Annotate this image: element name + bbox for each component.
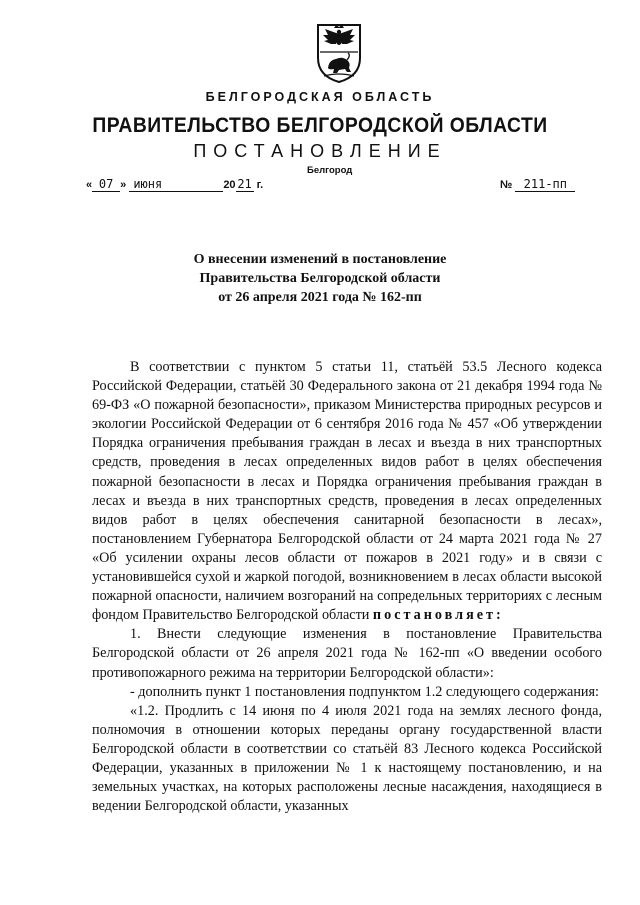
decree-number (500, 177, 575, 192)
date-day: 07 (92, 177, 120, 192)
date-close-quote: » (120, 179, 127, 191)
decree-date (86, 177, 263, 192)
date-year-prefix: 20 (223, 179, 236, 191)
date-month: июня (129, 177, 223, 192)
region-name: БЕЛГОРОДСКАЯ ОБЛАСТЬ (205, 90, 435, 104)
title-line-3: от 26 апреля 2021 года № 162-пп (218, 290, 422, 305)
number-label: № (500, 179, 513, 191)
amendment-paragraph: - дополнить пункт 1 постановления подпунктом 1.2 следующего содержания: (130, 683, 599, 700)
decree-title (0, 250, 640, 307)
government-title: ПРАВИТЕЛЬСТВО БЕЛГОРОДСКОЙ ОБЛАСТИ (92, 114, 548, 137)
preamble-paragraph (92, 358, 602, 625)
number-value: 211-пп (515, 177, 575, 192)
city-name: Белгород (307, 165, 353, 176)
preamble-text: В соответствии с пунктом 5 статьи 11, статьёй 53.5 Лесного кодекса Российской Федерации, статьёй 30 Федерального закона от 21 декабря 1994 года № 69-ФЗ «О пожарной безопасности», приказом Министерства природных ресурсов и экологии Российской Федерации от 6 сентября 2016 года № 457 «Об утверждении Порядка ограничения пребывания граждан в лесах и въезда в них транспортных средств, проведения в лесах определенных видов работ в целях обеспечения пожарной безопасности в лесах и Порядка ограничения пребывания граждан в лесах и въезда в них транспортных средств, проведения в лесах определенных видов работ в целях обеспечения санитарной безопасности в лесах», постановлением Губернатора Белгородской области от 24 марта 2021 года № 27 «Об усилении охраны лесов области от пожаров в 2021 году» и в связи с установившейся сухой и жаркой погодой, возникновением в лесах области высокой пожарной опасности, наличием возгораний на сопредельных территориях с лесным фондом Правительство Белгородской области (92, 359, 602, 624)
title-line-1: О внесении изменений в постановление (193, 252, 447, 267)
title-line-2: Правительства Белгородской области (199, 271, 441, 286)
date-year-suffix: 21 (237, 177, 252, 191)
item-1-paragraph: 1. Внести следующие изменения в постановление Правительства Белгородской области от 26 апреля 2021 года № 162-пп «О введении особого противопожарного режима на территории Белгородской области»: (92, 626, 602, 681)
coat-of-arms-icon (314, 22, 364, 84)
decree-body (92, 358, 602, 816)
date-year-abbr: г. (256, 179, 264, 191)
document-type: ПОСТАНОВЛЕНИЕ (193, 141, 447, 161)
date-open-quote: « (86, 179, 93, 191)
subclause-paragraph: «1.2. Продлить с 14 июня по 4 июля 2021 года на землях лесного фонда, полномочия в отношении которых переданы органу государственной власти Белгородской области в соответствии со статьёй 83 Лесного кодекса Российской Федерации, указанных в приложении № 1 к настоящему постановлению, и на земельных участках, на которых расположены лесные насаждения, находящиеся в ведении Белгородской области, указанных (92, 702, 602, 815)
resolves-word: постановляет: (372, 607, 504, 624)
